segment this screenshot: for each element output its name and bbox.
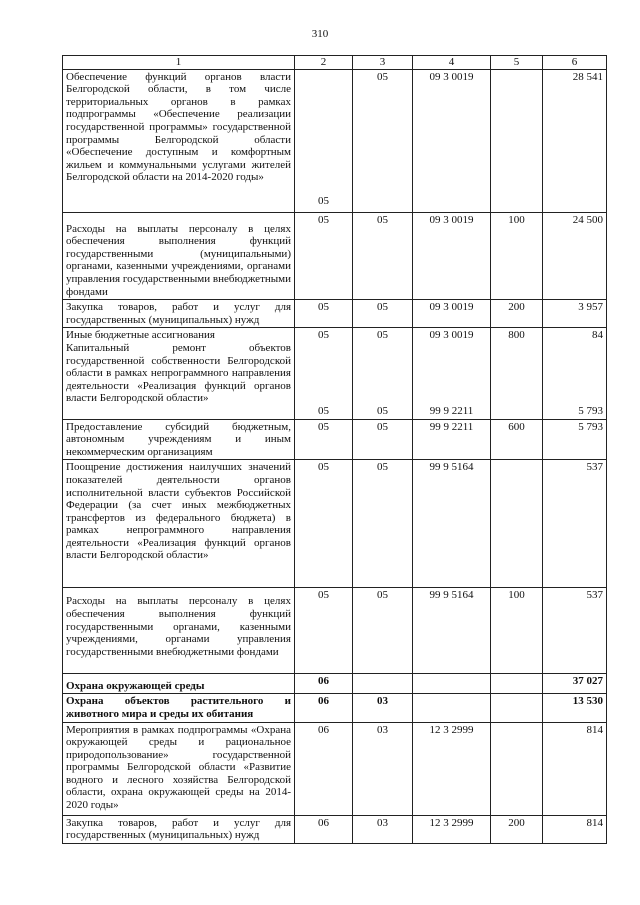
row-description: Поощрение достижения наилучших значений показателей деятельности органов исполнительной власти субъектов Российской Федерации (за счет иных межбюджетных трансфертов из федерального бюджета) в рамках непрограммного направления деятельности «Реализация функций органов власти Белгородской области» [63, 460, 295, 588]
row-amount: 13 530 [543, 694, 607, 722]
table-row [63, 212, 607, 300]
row-section: 06 [295, 674, 353, 694]
row-description: Закупка товаров, работ и услуг для государственных (муниципальных) нужд [63, 300, 295, 328]
row-target-article: 99 9 2211 [429, 404, 474, 417]
row-description: Закупка товаров, работ и услуг для государственных (муниципальных) нужд [63, 815, 295, 843]
row-expense-type [491, 694, 543, 722]
row-target-article: 12 3 2999 [413, 722, 491, 815]
row-target-article-group [413, 328, 491, 419]
table-header-row [63, 56, 607, 70]
row-subsection: 05 [353, 419, 413, 460]
row-expense-type-group [491, 328, 543, 419]
row-subsection [353, 674, 413, 694]
row-section: 05 [295, 69, 353, 212]
row-subsection: 05 [377, 404, 388, 417]
row-target-article: 99 9 2211 [413, 419, 491, 460]
row-section: 06 [295, 722, 353, 815]
row-section: 06 [295, 694, 353, 722]
table-row [63, 588, 607, 674]
row-description: Охрана окружающей среды [63, 674, 295, 694]
col-header-amount: 6 [543, 56, 607, 70]
row-amount: 537 [543, 460, 607, 588]
col-header-expense-type: 5 [491, 56, 543, 70]
row-description: Обеспечение функций органов власти Белгородской области, в том числе территориальных органов в рамках подпрограммы «Обеспечение реализации государственной программы» государственной программы Белгородской области «Обеспечение доступным и комфортным жильем и коммунальными услугами жителей Белгородской области на 2014-2020 годы» [63, 69, 295, 212]
row-description: Капитальный ремонт объектов государственной собственности Белгородской области в рамках непрограммного направления деятельности «Реализация функций органов власти Белгородской области» [66, 341, 291, 405]
row-subsection: 05 [353, 460, 413, 588]
row-target-article: 12 3 2999 [413, 815, 491, 843]
table-row [63, 460, 607, 588]
row-target-article: 09 3 0019 [413, 300, 491, 328]
row-section: 05 [318, 404, 329, 417]
row-expense-type [491, 674, 543, 694]
row-section: 05 [295, 212, 353, 300]
row-expense-type: 200 [491, 815, 543, 843]
row-description: Мероприятия в рамках подпрограммы «Охрана окружающей среды и рациональное природопользование» государственной программы Белгородской области «Развитие водного и лесного хозяйства Белгородской области, охрана окружающей среды на 2014-2020 годы» [63, 722, 295, 815]
table-row [63, 722, 607, 815]
row-subsection: 05 [353, 212, 413, 300]
row-amount: 28 541 [543, 69, 607, 212]
row-amount-group [543, 328, 607, 419]
row-description: Расходы на выплаты персоналу в целях обеспечения выполнения функций государственными органами, казенными учреждениями, органами управления государственными внебюджетными фондами [63, 588, 295, 674]
col-header-section: 2 [295, 56, 353, 70]
col-header-subsection: 3 [353, 56, 413, 70]
table-row-subsection [63, 694, 607, 722]
row-section: 05 [318, 329, 329, 342]
row-subsection: 03 [353, 722, 413, 815]
row-section: 05 [295, 300, 353, 328]
row-amount: 814 [543, 815, 607, 843]
table-row [63, 69, 607, 212]
row-amount: 37 027 [543, 674, 607, 694]
col-header-name: 1 [63, 56, 295, 70]
table-row-section [63, 674, 607, 694]
row-amount: 84 [592, 329, 603, 342]
col-header-target-article: 4 [413, 56, 491, 70]
row-amount: 3 957 [543, 300, 607, 328]
table-row [63, 419, 607, 460]
row-expense-type: 800 [508, 329, 525, 342]
row-amount: 537 [543, 588, 607, 674]
row-amount: 814 [543, 722, 607, 815]
row-description: Иные бюджетные ассигнования [66, 329, 215, 342]
row-amount: 5 793 [578, 404, 603, 417]
row-section-group [295, 328, 353, 419]
row-amount: 5 793 [543, 419, 607, 460]
row-expense-type: 100 [491, 588, 543, 674]
row-subsection: 03 [353, 694, 413, 722]
row-target-article: 09 3 0019 [413, 69, 491, 212]
row-target-article: 99 9 5164 [413, 588, 491, 674]
table-row [63, 328, 607, 419]
row-expense-type: 200 [491, 300, 543, 328]
table-row [63, 815, 607, 843]
row-expense-type [491, 69, 543, 212]
row-description: Предоставление субсидий бюджетным, автономным учреждениям и иным некоммерческим организациям [63, 419, 295, 460]
row-subsection: 05 [353, 300, 413, 328]
row-amount: 24 500 [543, 212, 607, 300]
row-expense-type [491, 722, 543, 815]
row-expense-type: 100 [491, 212, 543, 300]
row-description: Расходы на выплаты персоналу в целях обеспечения выполнения функций государственными (муниципальными) органами, казенными учреждениями, органами управления государственными внебюджетными фондами [63, 212, 295, 300]
row-target-article [413, 674, 491, 694]
row-target-article [413, 694, 491, 722]
row-target-article: 99 9 5164 [413, 460, 491, 588]
row-expense-type: 600 [491, 419, 543, 460]
row-target-article: 09 3 0019 [429, 329, 474, 342]
row-section: 05 [295, 419, 353, 460]
row-subsection: 05 [377, 329, 388, 342]
row-expense-type [491, 460, 543, 588]
page-number: 310 [311, 28, 329, 40]
row-description: Охрана объектов растительного и животного мира и среды их обитания [63, 694, 295, 722]
budget-table [62, 55, 607, 844]
row-target-article: 09 3 0019 [413, 212, 491, 300]
table-row [63, 300, 607, 328]
row-subsection: 03 [353, 815, 413, 843]
row-subsection-group [353, 328, 413, 419]
row-section: 05 [295, 588, 353, 674]
row-section: 05 [295, 460, 353, 588]
row-section: 06 [295, 815, 353, 843]
row-subsection: 05 [353, 588, 413, 674]
row-description-group [63, 328, 295, 419]
row-subsection: 05 [353, 69, 413, 212]
